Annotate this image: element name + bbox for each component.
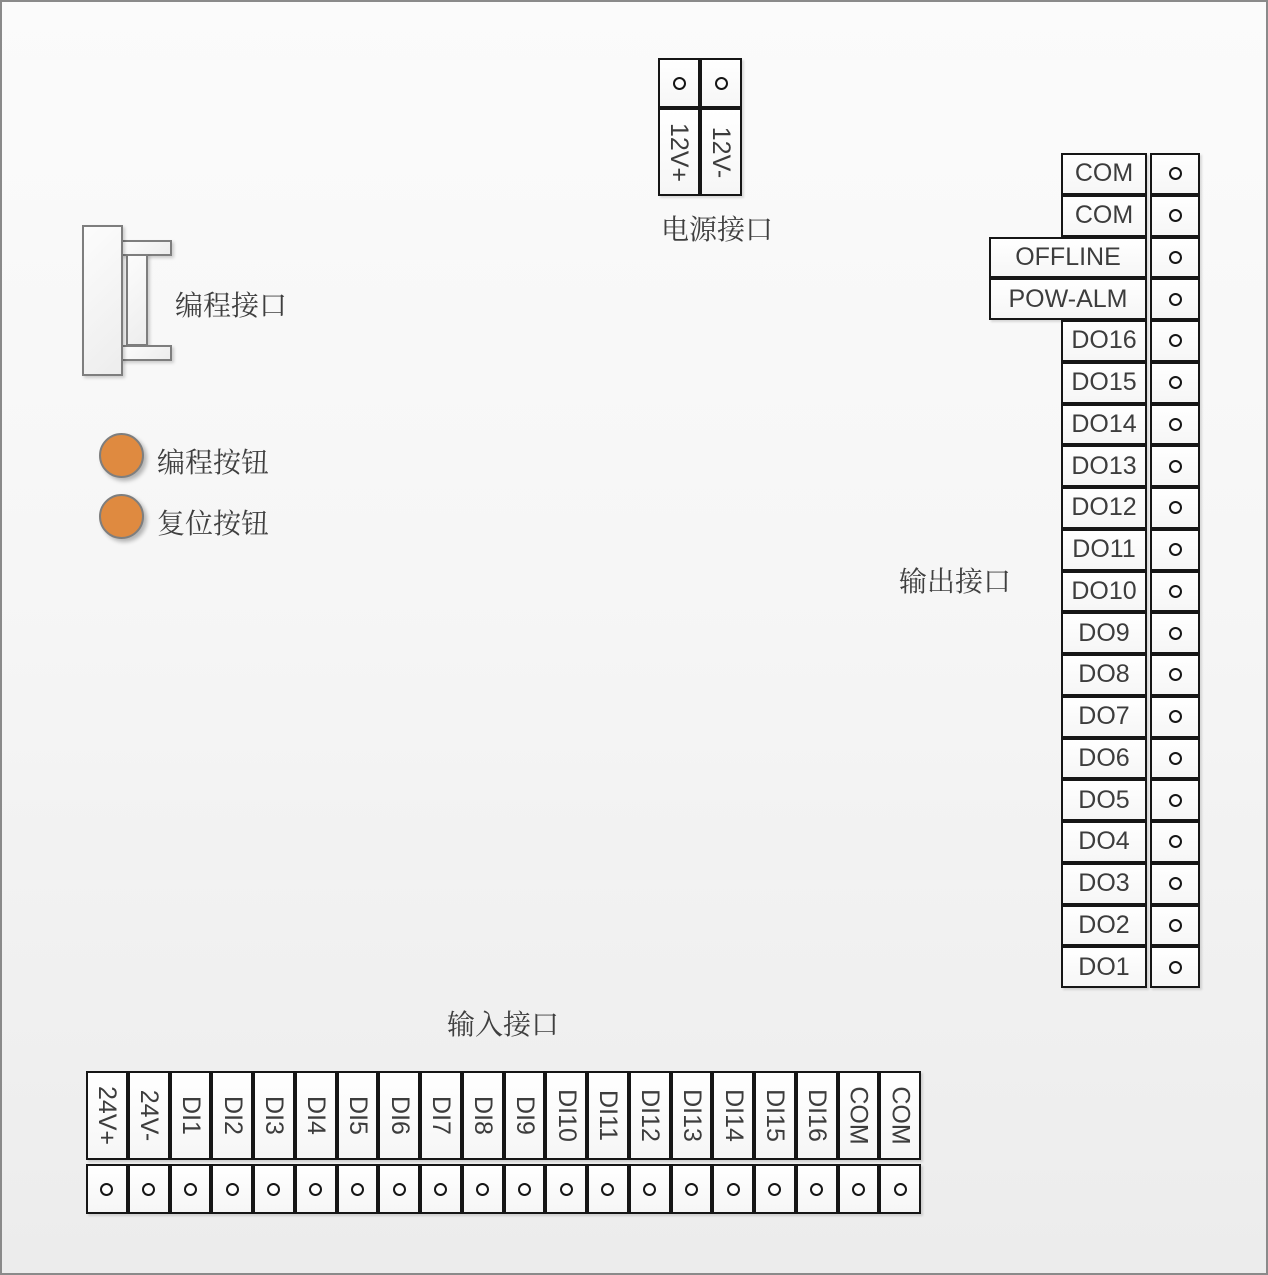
output-terminal: [1150, 404, 1200, 446]
power-port-label-text: 12V-: [707, 126, 736, 178]
power-port-column: [658, 58, 700, 196]
terminal-circle-icon: [518, 1183, 531, 1196]
program-button-label: 编程按钮: [157, 447, 270, 478]
input-port-column: [128, 1071, 170, 1214]
terminal-circle-icon: [1169, 418, 1182, 431]
output-port-label: DO16: [1061, 320, 1147, 362]
output-port-row: [989, 946, 1200, 988]
input-terminal: [211, 1164, 253, 1214]
power-port-label: [658, 108, 700, 196]
connector-body: [82, 225, 123, 376]
input-port-column: [879, 1071, 921, 1214]
input-port-label-text: COM: [886, 1086, 915, 1145]
terminal-circle-icon: [1169, 919, 1182, 932]
terminal-circle-icon: [1169, 710, 1182, 723]
input-terminal: [671, 1164, 713, 1214]
input-terminal: [587, 1164, 629, 1214]
input-port-label: [629, 1071, 671, 1160]
input-port-column: [671, 1071, 713, 1214]
input-port-column: [587, 1071, 629, 1214]
output-port-row: [989, 863, 1200, 905]
output-port-row: [989, 529, 1200, 571]
input-terminal: [462, 1164, 504, 1214]
input-terminal: [378, 1164, 420, 1214]
input-port-label: [253, 1071, 295, 1160]
output-port-label: COM: [1061, 153, 1147, 195]
input-port-label: [712, 1071, 754, 1160]
terminal-circle-icon: [1169, 668, 1182, 681]
output-port-label: DO5: [1061, 779, 1147, 821]
terminal-circle-icon: [1169, 209, 1182, 222]
input-terminal: [796, 1164, 838, 1214]
input-port-label: [378, 1071, 420, 1160]
input-port-column: [838, 1071, 880, 1214]
input-port-label-text: DI1: [176, 1096, 205, 1135]
input-port-list: [86, 1071, 921, 1214]
input-port-column: [712, 1071, 754, 1214]
input-port-column: [462, 1071, 504, 1214]
power-port-column: [700, 58, 742, 196]
power-port-label: [700, 108, 742, 196]
input-port-label-text: DI3: [260, 1096, 289, 1135]
input-terminal: [253, 1164, 295, 1214]
terminal-circle-icon: [810, 1183, 823, 1196]
input-port-label: [504, 1071, 546, 1160]
output-terminal: [1150, 821, 1200, 863]
power-block-label: 电源接口: [660, 214, 773, 245]
output-terminal: [1150, 696, 1200, 738]
input-port-label-text: DI16: [803, 1089, 832, 1142]
input-terminal: [337, 1164, 379, 1214]
input-port-column: [86, 1071, 128, 1214]
input-terminal: [86, 1164, 128, 1214]
output-port-row: [989, 320, 1200, 362]
output-port-row: [989, 237, 1200, 279]
terminal-circle-icon: [768, 1183, 781, 1196]
power-terminal: [658, 58, 700, 108]
power-port-label-text: 12V+: [665, 122, 694, 182]
terminal-circle-icon: [1169, 293, 1182, 306]
terminal-circle-icon: [1169, 627, 1182, 640]
output-port-label: DO9: [1061, 612, 1147, 654]
input-port-label: [170, 1071, 212, 1160]
output-block-label: 输出接口: [899, 566, 1012, 597]
input-port-label: [211, 1071, 253, 1160]
input-port-label-text: DI14: [719, 1089, 748, 1142]
input-terminal: [170, 1164, 212, 1214]
terminal-circle-icon: [1169, 460, 1182, 473]
input-terminal: [545, 1164, 587, 1214]
output-port-row: [989, 195, 1200, 237]
terminal-circle-icon: [476, 1183, 489, 1196]
input-terminal: [712, 1164, 754, 1214]
input-terminal: [838, 1164, 880, 1214]
output-port-label: OFFLINE: [989, 237, 1147, 279]
output-terminal: [1150, 946, 1200, 988]
input-terminal: [295, 1164, 337, 1214]
input-port-column: [420, 1071, 462, 1214]
output-terminal: [1150, 153, 1200, 195]
terminal-circle-icon: [434, 1183, 447, 1196]
terminal-circle-icon: [142, 1183, 155, 1196]
terminal-circle-icon: [673, 77, 686, 90]
output-port-label: DO2: [1061, 905, 1147, 947]
output-terminal: [1150, 738, 1200, 780]
output-terminal: [1150, 320, 1200, 362]
input-port-label-text: DI4: [302, 1096, 331, 1135]
terminal-circle-icon: [727, 1183, 740, 1196]
input-port-column: [504, 1071, 546, 1214]
programming-port-label: 编程接口: [175, 290, 288, 321]
input-port-column: [545, 1071, 587, 1214]
terminal-circle-icon: [309, 1183, 322, 1196]
input-port-label-text: DI8: [469, 1096, 498, 1135]
output-port-row: [989, 445, 1200, 487]
input-port-label-text: 24V+: [93, 1085, 122, 1146]
input-port-label-text: DI12: [636, 1089, 665, 1142]
input-port-label: [337, 1071, 379, 1160]
output-terminal: [1150, 278, 1200, 320]
output-terminal: [1150, 905, 1200, 947]
output-terminal: [1150, 445, 1200, 487]
power-terminal: [700, 58, 742, 108]
input-terminal: [754, 1164, 796, 1214]
terminal-circle-icon: [1169, 376, 1182, 389]
input-terminal: [879, 1164, 921, 1214]
terminal-circle-icon: [1169, 334, 1182, 347]
input-terminal: [420, 1164, 462, 1214]
input-port-column: [253, 1071, 295, 1214]
output-port-row: [989, 779, 1200, 821]
output-terminal: [1150, 863, 1200, 905]
power-connector-block: [658, 58, 742, 196]
input-port-label: [462, 1071, 504, 1160]
output-terminal: [1150, 487, 1200, 529]
terminal-circle-icon: [1169, 251, 1182, 264]
input-port-label: [545, 1071, 587, 1160]
input-port-label-text: DI7: [427, 1096, 456, 1135]
input-port-label-text: DI2: [218, 1096, 247, 1135]
program-button-icon: [99, 433, 144, 478]
output-port-row: [989, 362, 1200, 404]
input-port-label: [796, 1071, 838, 1160]
output-port-row: [989, 821, 1200, 863]
input-port-label: [879, 1071, 921, 1160]
terminal-circle-icon: [393, 1183, 406, 1196]
output-port-label: DO3: [1061, 863, 1147, 905]
output-port-label: DO15: [1061, 362, 1147, 404]
input-port-column: [211, 1071, 253, 1214]
terminal-circle-icon: [1169, 543, 1182, 556]
connector-bar: [126, 254, 148, 346]
terminal-circle-icon: [715, 77, 728, 90]
input-port-label: [86, 1071, 128, 1160]
input-port-column: [629, 1071, 671, 1214]
power-port-list: [658, 58, 742, 196]
output-port-label: POW-ALM: [989, 278, 1147, 320]
output-port-label: DO8: [1061, 654, 1147, 696]
output-port-row: [989, 487, 1200, 529]
terminal-circle-icon: [560, 1183, 573, 1196]
output-port-row: [989, 404, 1200, 446]
input-port-label-text: DI10: [552, 1089, 581, 1142]
output-port-row: [989, 278, 1200, 320]
terminal-circle-icon: [643, 1183, 656, 1196]
terminal-circle-icon: [267, 1183, 280, 1196]
output-terminal: [1150, 529, 1200, 571]
terminal-circle-icon: [852, 1183, 865, 1196]
output-port-label: COM: [1061, 195, 1147, 237]
input-port-label: [587, 1071, 629, 1160]
input-port-label-text: DI9: [510, 1096, 539, 1135]
input-port-column: [295, 1071, 337, 1214]
input-terminal: [128, 1164, 170, 1214]
input-port-label-text: DI6: [385, 1096, 414, 1135]
output-port-row: [989, 738, 1200, 780]
terminal-circle-icon: [685, 1183, 698, 1196]
connector-bottom-tab: [121, 345, 172, 361]
input-port-label: [128, 1071, 170, 1160]
terminal-circle-icon: [1169, 585, 1182, 598]
output-terminal: [1150, 612, 1200, 654]
output-port-row: [989, 654, 1200, 696]
output-port-label: DO1: [1061, 946, 1147, 988]
terminal-circle-icon: [1169, 794, 1182, 807]
terminal-circle-icon: [894, 1183, 907, 1196]
input-port-label: [420, 1071, 462, 1160]
output-port-label: DO11: [1061, 529, 1147, 571]
input-port-column: [754, 1071, 796, 1214]
input-terminal: [504, 1164, 546, 1214]
output-port-label: DO10: [1061, 571, 1147, 613]
input-port-label-text: DI15: [761, 1089, 790, 1142]
input-port-label-text: 24V-: [135, 1089, 164, 1142]
output-port-row: [989, 696, 1200, 738]
output-port-list: [989, 153, 1200, 988]
output-terminal: [1150, 779, 1200, 821]
input-port-column: [337, 1071, 379, 1214]
output-terminal: [1150, 571, 1200, 613]
output-port-row: [989, 905, 1200, 947]
output-terminal: [1150, 195, 1200, 237]
output-port-label: DO6: [1061, 738, 1147, 780]
output-port-label: DO4: [1061, 821, 1147, 863]
input-port-label: [754, 1071, 796, 1160]
output-port-label: DO7: [1061, 696, 1147, 738]
terminal-circle-icon: [100, 1183, 113, 1196]
output-port-row: [989, 153, 1200, 195]
input-port-column: [378, 1071, 420, 1214]
output-terminal: [1150, 237, 1200, 279]
output-port-label: DO12: [1061, 487, 1147, 529]
input-port-column: [796, 1071, 838, 1214]
terminal-circle-icon: [351, 1183, 364, 1196]
output-terminal: [1150, 654, 1200, 696]
terminal-circle-icon: [1169, 835, 1182, 848]
reset-button-label: 复位按钮: [157, 508, 270, 539]
input-terminal: [629, 1164, 671, 1214]
terminal-circle-icon: [1169, 501, 1182, 514]
output-port-row: [989, 571, 1200, 613]
output-port-label: DO13: [1061, 445, 1147, 487]
terminal-circle-icon: [184, 1183, 197, 1196]
output-terminal: [1150, 362, 1200, 404]
input-port-column: [170, 1071, 212, 1214]
input-port-label-text: DI5: [343, 1096, 372, 1135]
output-port-row: [989, 612, 1200, 654]
terminal-circle-icon: [226, 1183, 239, 1196]
terminal-circle-icon: [1169, 877, 1182, 890]
input-port-label-text: DI13: [677, 1089, 706, 1142]
reset-button-icon: [99, 494, 144, 539]
terminal-circle-icon: [1169, 752, 1182, 765]
input-port-label-text: DI11: [594, 1090, 623, 1141]
terminal-circle-icon: [601, 1183, 614, 1196]
output-port-label: DO14: [1061, 404, 1147, 446]
input-block-label: 输入接口: [447, 1009, 560, 1040]
input-port-label: [838, 1071, 880, 1160]
terminal-circle-icon: [1169, 961, 1182, 974]
terminal-circle-icon: [1169, 167, 1182, 180]
input-port-label: [295, 1071, 337, 1160]
input-port-label: [671, 1071, 713, 1160]
input-port-label-text: COM: [844, 1086, 873, 1145]
